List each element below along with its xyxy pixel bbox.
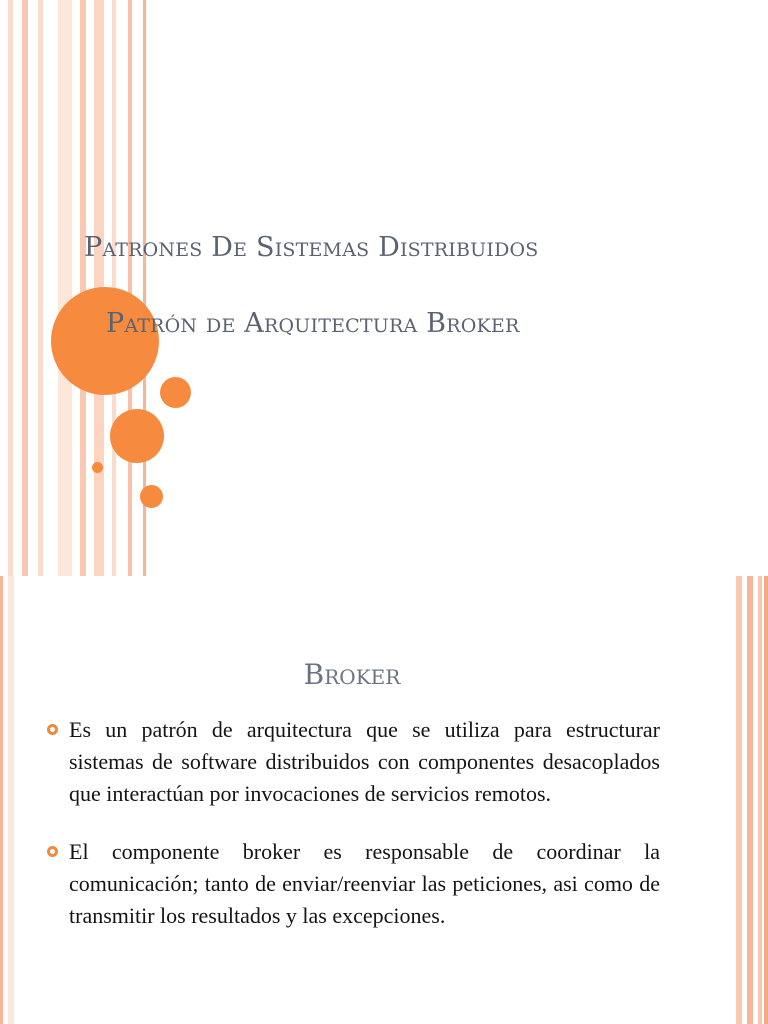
decorative-stripe [22,0,28,576]
decorative-stripe [747,576,753,1024]
bullet-text: Es un patrón de arquitectura que se utiliza para estructurar sistemas de software distribuidos con componentes desacoplados que interactúan por invocaciones de servicios remotos. [69,717,660,806]
decorative-stripe [758,576,762,1024]
bullet-list [46,714,660,932]
decorative-stripe [80,0,86,576]
decorative-stripe [38,0,43,576]
ring-bullet-icon [47,724,58,735]
decorative-circle [110,409,164,463]
list-item [46,714,660,810]
decorative-stripe [764,576,768,1024]
slide-title: Patrones De Sistemas Distribuidos [84,232,539,263]
decorative-stripe [0,576,3,1024]
bullet-text: El componente broker es responsable de coordinar la comunicación; tanto de enviar/reenviar las peticiones, asi como de transmitir los resultados y las excepciones. [69,839,660,928]
decorative-stripe [58,0,72,576]
decorative-stripe [8,0,13,576]
decorative-circle [160,377,191,408]
decorative-stripe [736,576,742,1024]
section-heading: Broker [303,658,401,691]
list-item [46,836,660,932]
decorative-circle [140,485,163,508]
slide-subtitle: Patrón de Arquitectura Broker [106,308,520,339]
decorative-circle-large [51,287,159,395]
content-slide [0,576,768,1024]
decorative-circle-small [92,462,103,473]
ring-bullet-icon [47,846,58,857]
decorative-stripe [8,576,14,1024]
decorative-stripe [128,0,132,576]
